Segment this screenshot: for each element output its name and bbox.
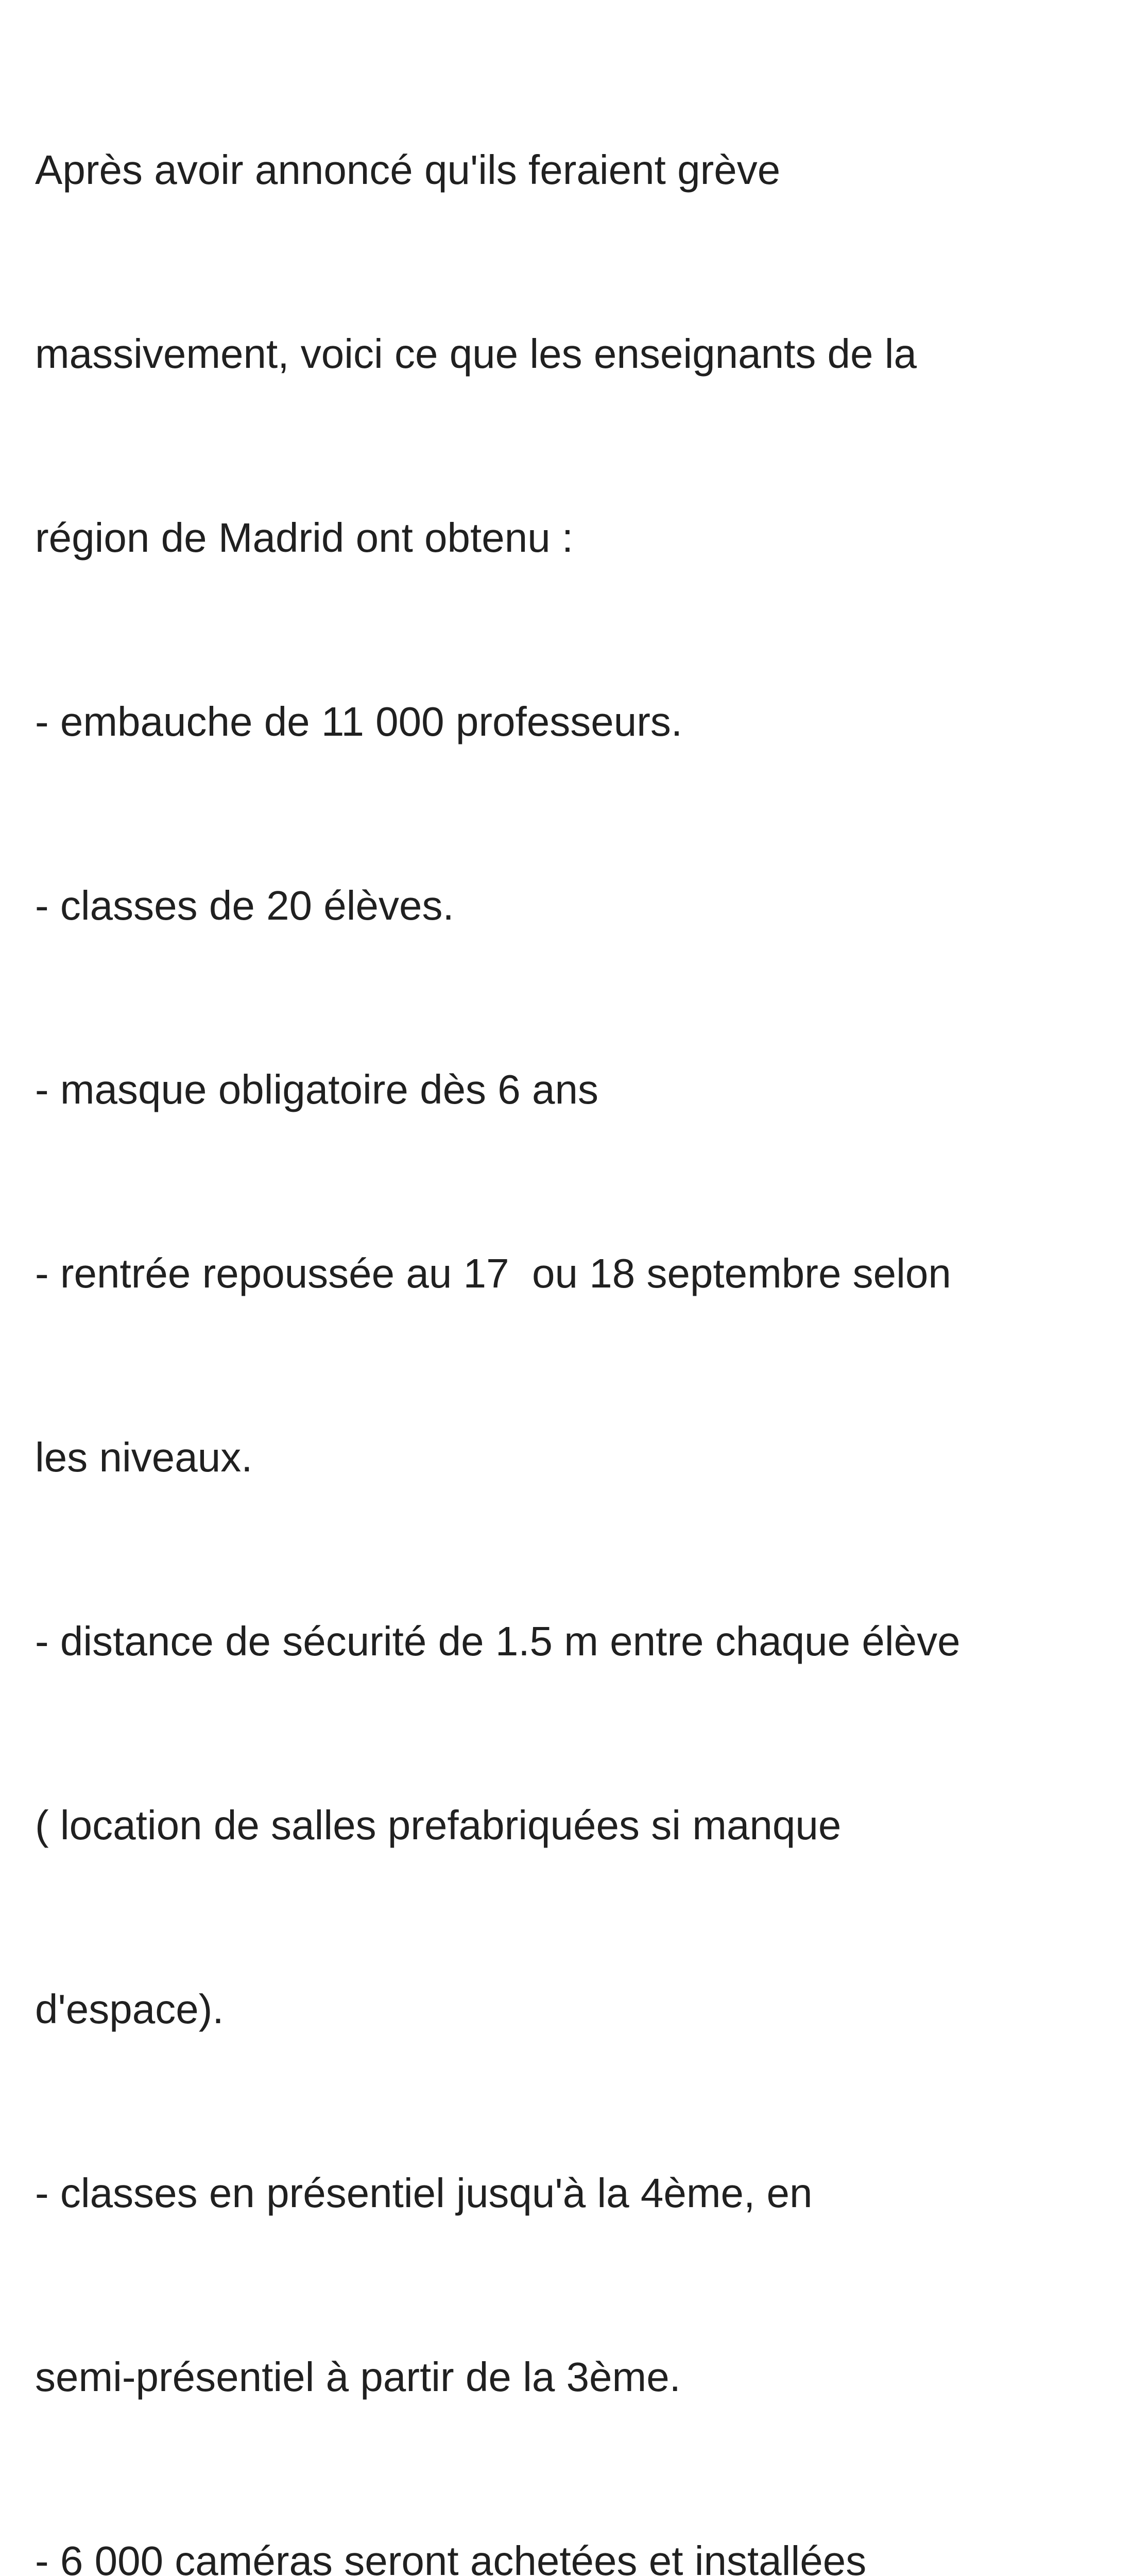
list-item-hiring: - embauche de 11 000 professeurs. <box>35 699 683 744</box>
text-line: Après avoir annoncé qu'ils feraient grève <box>35 147 781 193</box>
list-item-mask: - masque obligatoire dès 6 ans <box>35 1066 598 1112</box>
text-line: d'espace). <box>35 1986 224 2032</box>
text-line: région de Madrid ont obtenu : <box>35 515 574 561</box>
text-line: les niveaux. <box>35 1434 253 1480</box>
list-item-class-size: - classes de 20 élèves. <box>35 883 454 928</box>
list-item-cameras: - 6 000 caméras seront achetées et installées <box>35 2538 867 2576</box>
text-line: massivement, voici ce que les enseignants de la <box>35 331 917 377</box>
list-item-in-person: - classes en présentiel jusqu'à la 4ème, en <box>35 2170 813 2216</box>
list-item-start-date: - rentrée repoussée au 17 ou 18 septembre selon <box>35 1250 951 1296</box>
list-item-distance: - distance de sécurité de 1.5 m entre chaque élève <box>35 1618 960 1664</box>
post-text <box>35 16 1117 2576</box>
text-line: ( location de salles prefabriquées si manque <box>35 1802 842 1848</box>
text-line: semi-présentiel à partir de la 3ème. <box>35 2354 681 2400</box>
